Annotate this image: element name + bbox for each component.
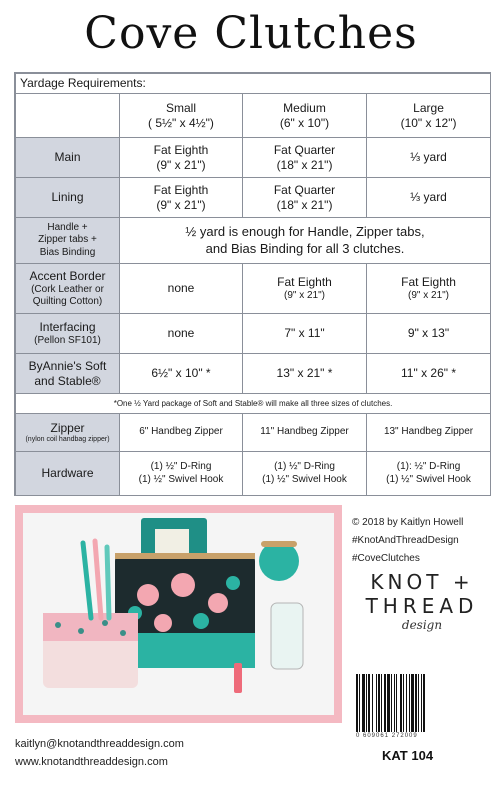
size-header-large: Large (10" x 12") [367, 94, 491, 138]
barcode-bar [421, 674, 422, 732]
soft-stable-note: *One ½ Yard package of Soft and Stable® will make all three sizes of clutches. [16, 394, 491, 414]
main-large: ⅓ yard [367, 138, 491, 178]
barcode-bar [403, 674, 404, 732]
barcode-bar [423, 674, 425, 732]
row-label-handle: Handle + Zipper tabs + Bias Binding [16, 218, 120, 264]
barcode-bar [359, 674, 360, 732]
accent-medium: Fat Eighth (9" x 21") [243, 264, 367, 314]
row-label-accent: Accent Border (Cork Leather or Quilting Cotton) [16, 264, 120, 314]
size-header-small: Small ( 5½" x 4½") [120, 94, 243, 138]
yardage-heading: Yardage Requirements: [16, 74, 491, 94]
corner-cell [16, 94, 120, 138]
hardware-small: (1) ½" D-Ring (1) ½" Swivel Hook [120, 452, 243, 496]
clutches-illustration [23, 513, 334, 715]
main-small: Fat Eighth (9" x 21") [120, 138, 243, 178]
accent-small: none [120, 264, 243, 314]
row-label-byannie: ByAnnie's Soft and Stable® [16, 354, 120, 394]
byannie-medium: 13" x 21" * [243, 354, 367, 394]
website-link[interactable]: www.knotandthreaddesign.com [15, 756, 168, 768]
barcode-bar [396, 674, 397, 732]
interfacing-large: 9" x 13" [367, 314, 491, 354]
hardware-large: (1): ½" D-Ring (1) ½" Swivel Hook [367, 452, 491, 496]
row-label-interfacing: Interfacing (Pellon SF101) [16, 314, 120, 354]
barcode-bar [384, 674, 386, 732]
size-header-medium: Medium (6" x 10") [243, 94, 367, 138]
handle-requirement: ½ yard is enough for Handle, Zipper tabs, and Bias Binding for all 3 clutches. [120, 218, 491, 264]
zipper-pull [234, 663, 242, 693]
barcode-digits: 0 609061 272009 [356, 733, 418, 739]
barcode [352, 668, 482, 738]
row-label-hardware: Hardware [16, 452, 120, 496]
barcode-bar [415, 674, 417, 732]
row-label-main: Main [16, 138, 120, 178]
lining-small: Fat Eighth (9" x 21") [120, 178, 243, 218]
barcode-bar [356, 674, 358, 732]
barcode-bar [381, 674, 382, 732]
interfacing-small: none [120, 314, 243, 354]
product-photo-inner [23, 513, 334, 715]
barcode-bar [378, 674, 380, 732]
credits [352, 514, 463, 568]
copyright: © 2018 by Kaitlyn Howell [352, 517, 464, 528]
barcode-bar [394, 674, 395, 732]
hashtag-cove-clutches: #CoveClutches [352, 553, 420, 564]
yardage-table [14, 72, 491, 496]
barcode-bar [400, 674, 402, 732]
product-code: KAT 104 [382, 748, 434, 763]
barcode-bar [418, 674, 419, 732]
byannie-small: 6½" x 10" * [120, 354, 243, 394]
barcode-bar [376, 674, 377, 732]
hashtag-knot-and-thread: #KnotAndThreadDesign [352, 535, 459, 546]
barcode-bar [362, 674, 365, 732]
barcode-bar [411, 674, 414, 732]
interfacing-medium: 7" x 11" [243, 314, 367, 354]
barcode-bar [409, 674, 410, 732]
row-label-lining: Lining [16, 178, 120, 218]
byannie-large: 11" x 26" * [367, 354, 491, 394]
phone [271, 603, 303, 669]
barcode-bar [391, 674, 392, 732]
barcode-bar [387, 674, 390, 732]
barcode-bar [366, 674, 367, 732]
main-medium: Fat Quarter (18" x 21") [243, 138, 367, 178]
contact-info [15, 735, 184, 771]
zipper-large: 13" Handbeg Zipper [367, 414, 491, 452]
accent-large: Fat Eighth (9" x 21") [367, 264, 491, 314]
zipper-small: 6" Handbeg Zipper [120, 414, 243, 452]
lining-large: ⅓ yard [367, 178, 491, 218]
brand-logo: KNOT + THREAD design [365, 570, 479, 632]
barcode-bar [406, 674, 407, 732]
lining-medium: Fat Quarter (18" x 21") [243, 178, 367, 218]
barcode-bar [372, 674, 373, 732]
product-photo [15, 505, 342, 723]
barcode-bar [368, 674, 370, 732]
email-link[interactable]: kaitlyn@knotandthreaddesign.com [15, 738, 184, 750]
row-label-zipper: Zipper (nylon coil handbag zipper) [16, 414, 120, 452]
page-title: Cove Clutches [84, 8, 418, 59]
zipper-medium: 11" Handbeg Zipper [243, 414, 367, 452]
hardware-medium: (1) ½" D-Ring (1) ½" Swivel Hook [243, 452, 367, 496]
